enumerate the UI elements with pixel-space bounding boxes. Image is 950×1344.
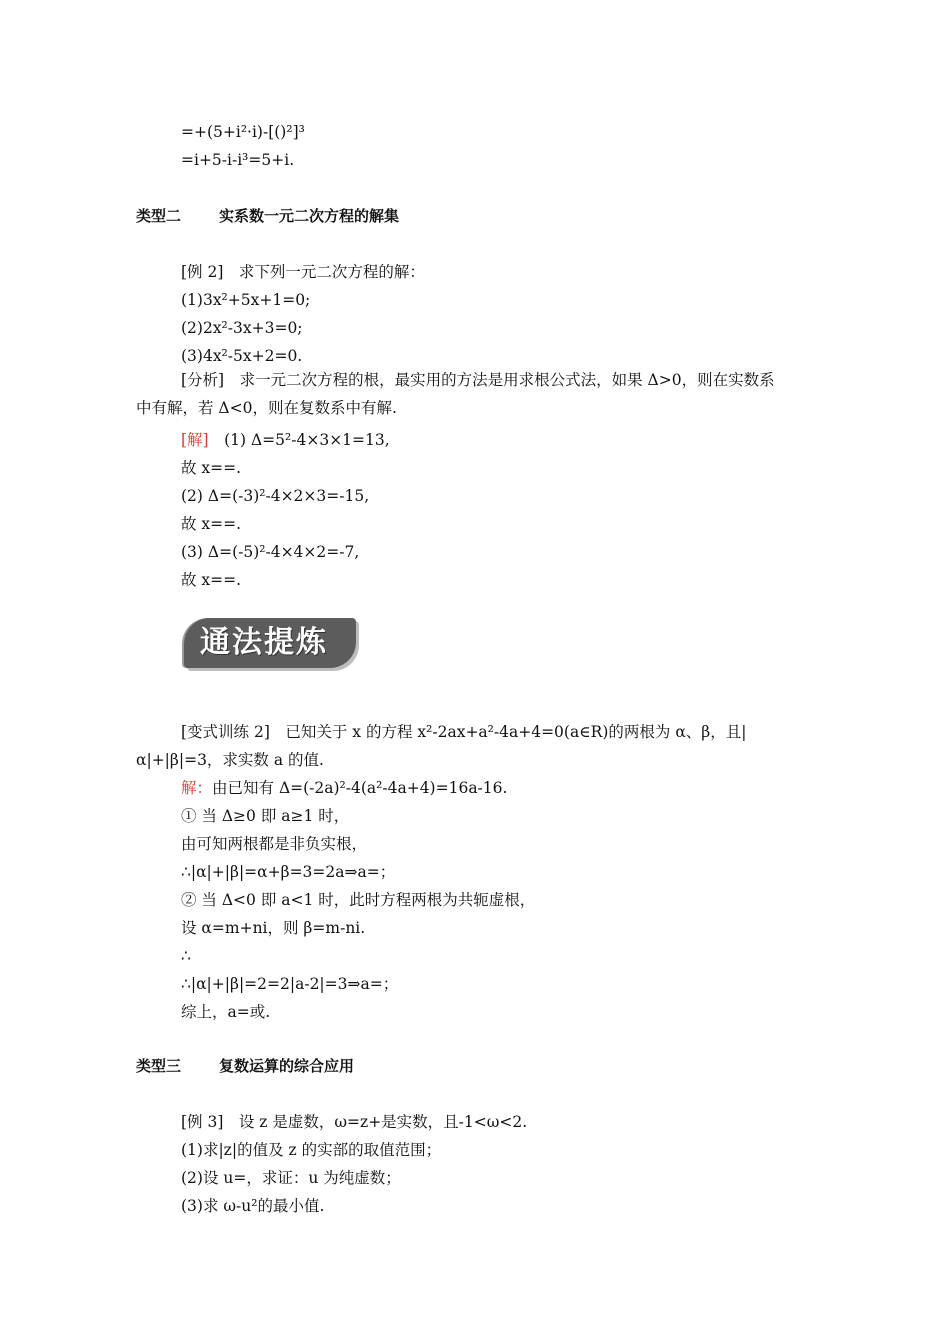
section-title: 复数运算的综合应用 — [219, 1057, 355, 1075]
equation-line: =+(5+i²·i)-[()²]³ — [181, 123, 305, 141]
solution-line: 故 x==. — [181, 459, 242, 477]
solution-line — [181, 430, 390, 450]
solution-tag: 解： — [181, 779, 213, 797]
solution-line: (2) Δ=(-3)²-4×2×3=-15, — [181, 487, 370, 505]
variant-solution-line: ① 当 Δ≥0 即 a≥1 时， — [181, 807, 350, 825]
method-summary-banner — [184, 614, 362, 672]
section-heading — [136, 206, 399, 226]
variant-solution-line: 综上，a=或. — [181, 1003, 271, 1021]
example-item: (3)4x²-5x+2=0. — [181, 347, 303, 365]
example-item: (2)设 u=，求证：u 为纯虚数； — [181, 1169, 401, 1187]
example-item: (2)2x²-3x+3=0; — [181, 319, 303, 337]
example-item: (1)求|z|的值及 z 的实部的取值范围； — [181, 1141, 442, 1159]
variant-solution-line: ② 当 Δ<0 即 a<1 时，此时方程两根为共轭虚根， — [181, 891, 536, 909]
variant-solution-line — [181, 778, 507, 798]
section-label: 类型二 — [136, 207, 182, 225]
example-item: (1)3x²+5x+1=0; — [181, 291, 311, 309]
variant-solution-line: 设 α=m+ni，则 β=m-ni. — [181, 919, 366, 937]
solution-text: 由已知有 Δ=(-2a)²-4(a²-4a+4)=16a-16. — [212, 779, 508, 797]
solution-line: 故 x==. — [181, 571, 242, 589]
section-label: 类型三 — [136, 1057, 182, 1075]
example-header: [例 2] 求下列一元二次方程的解： — [181, 263, 425, 281]
equation-line: =i+5-i-i³=5+i. — [181, 151, 295, 169]
variant-solution-line: 由可知两根都是非负实根， — [181, 835, 368, 853]
variant-solution-line: ∴|α|+|β|=2=2|a-2|=3⇒a=； — [181, 975, 399, 993]
example-header: [例 3] 设 z 是虚数，ω=z+是实数，且-1<ω<2. — [181, 1113, 528, 1131]
section-title: 实系数一元二次方程的解集 — [219, 207, 400, 225]
analysis-paragraph: [分析] 求一元二次方程的根，最实用的方法是用求根公式法，如果 Δ>0，则在实数系中有解，若 Δ<0，则在复数系中有解. — [136, 371, 775, 417]
solution-text: (1) Δ=5²-4×3×1=13, — [208, 431, 390, 449]
solution-line: (3) Δ=(-5)²-4×4×2=-7, — [181, 543, 360, 561]
variant-problem: [变式训练 2] 已知关于 x 的方程 x²-2ax+a²-4a+4=0(a∈R)的两根为 α、β，且|α|+|β|=3，求实数 a 的值. — [136, 723, 747, 769]
banner-title: 通法提炼 — [200, 625, 328, 660]
example-item: (3)求 ω-u²的最小值. — [181, 1197, 325, 1215]
variant-solution-line: ∴|α|+|β|=α+β=3=2a⇒a=； — [181, 863, 396, 881]
solution-line: 故 x==. — [181, 515, 242, 533]
variant-solution-line: ∴ — [181, 947, 191, 965]
solution-tag: [解] — [181, 431, 209, 449]
section-heading — [136, 1056, 354, 1076]
